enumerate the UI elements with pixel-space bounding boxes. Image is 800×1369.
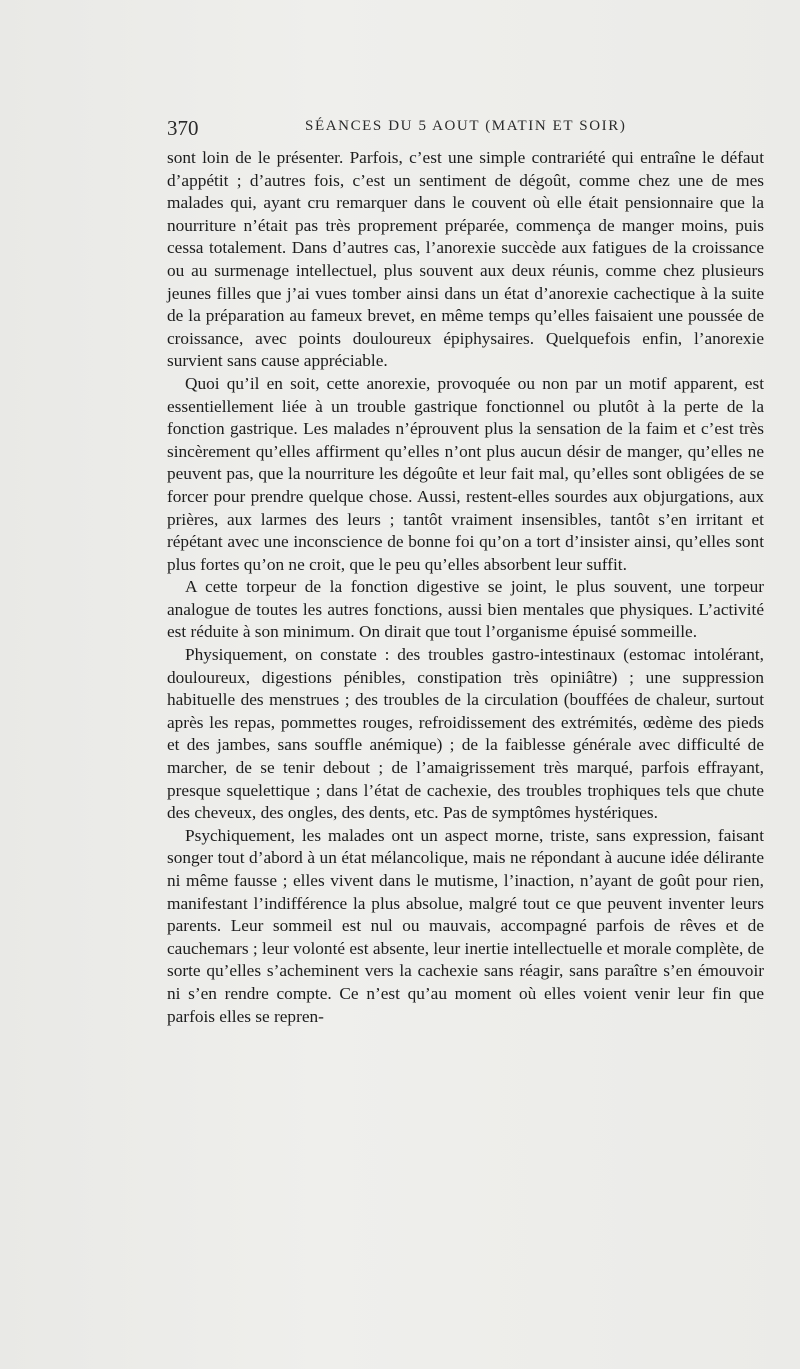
paragraph-2: Quoi qu’il en soit, cette anorexie, provoquée ou non par un motif apparent, est essentiellement liée à un trouble gastrique fonctionnel ou plutôt à la perte de la fonction gastrique. Les malades n’éprouvent plus la sensation de la faim et c’est très sincèrement qu’elles affirment qu’elles n’ont plus aucun désir de manger, qu’elles ne peuvent pas, que la nourriture les dégoûte et leur fait mal, qu’elles sont obligées de se forcer pour prendre quelque chose. Aussi, restent-elles sourdes aux objurgations, aux prières, aux larmes des leurs ; tantôt vraiment insensibles, tantôt s’en irritant et répétant avec une inconscience de bonne foi qu’on a tort d’insister ainsi, qu’elles sont plus fortes qu’on ne croit, que le peu qu’elles absorbent leur suffit. [167,373,764,574]
paragraph-4: Physiquement, on constate : des troubles gastro-intestinaux (estomac intolérant, douloureux, digestions pénibles, constipation très opiniâtre) ; une suppression habituelle des menstrues ; des troubles de la circulation (bouffées de chaleur, surtout après les repas, pommettes rouges, refroidissement des extrémités, œdème des pieds et des jambes, sans souffle anémique) ; de la faiblesse générale avec difficulté de marcher, de se tenir debout ; de l’amaigrissement très marqué, parfois effrayant, presque squelettique ; dans l’état de cachexie, des troubles trophiques tels que chute des cheveux, des ongles, des dents, etc. Pas de symptômes hystériques. [167,645,764,823]
body-text [167,147,764,1028]
page-header [167,116,764,146]
paragraph-1: sont loin de le présenter. Parfois, c’est une simple contrariété qui entraîne le défaut d’appétit ; d’autres fois, c’est un sentiment de dégoût, comme chez une de mes malades qui, ayant cru remarquer dans le couvent où elle était pensionnaire que la nourriture n’était pas très proprement préparée, commença de manger moins, puis cessa totalement. Dans d’autres cas, l’anorexie succède aux fatigues de la croissance ou au surmenage intellectuel, plus souvent aux deux réunis, comme chez plusieurs jeunes filles que j’ai vues tomber ainsi dans un état d’anorexie cachectique à la suite de la préparation au fameux brevet, en même temps qu’elles faisaient une poussée de croissance, avec points douloureux épiphysaires. Quelquefois enfin, l’anorexie survient sans cause appréciable. [167,148,764,371]
paragraph-5: Psychiquement, les malades ont un aspect morne, triste, sans expression, faisant songer tout d’abord à un état mélancolique, mais ne répondant à aucune idée délirante ni même fausse ; elles vivent dans le mutisme, l’inaction, n’ayant de goût pour rien, manifestant l’indifférence la plus absolue, malgré tout ce que peuvent inventer leurs parents. Leur sommeil est nul ou mauvais, accompagné parfois de rêves et de cauchemars ; leur volonté est absente, leur inertie intellectuelle et morale complète, de sorte qu’elles s’acheminent vers la cachexie sans réagir, sans paraître s’en émouvoir ni s’en rendre compte. Ce n’est qu’au moment où elles voient venir leur fin que parfois elles se repren- [167,825,764,1026]
running-title: SÉANCES DU 5 AOUT (MATIN ET SOIR) [305,118,627,134]
page-number: 370 [167,116,199,140]
paragraph-3: A cette torpeur de la fonction digestive se joint, le plus souvent, une torpeur analogue de toutes les autres fonctions, aussi bien mentales que physiques. L’activité est réduite à son minimum. On dirait que tout l’organisme épuisé sommeille. [167,577,764,642]
